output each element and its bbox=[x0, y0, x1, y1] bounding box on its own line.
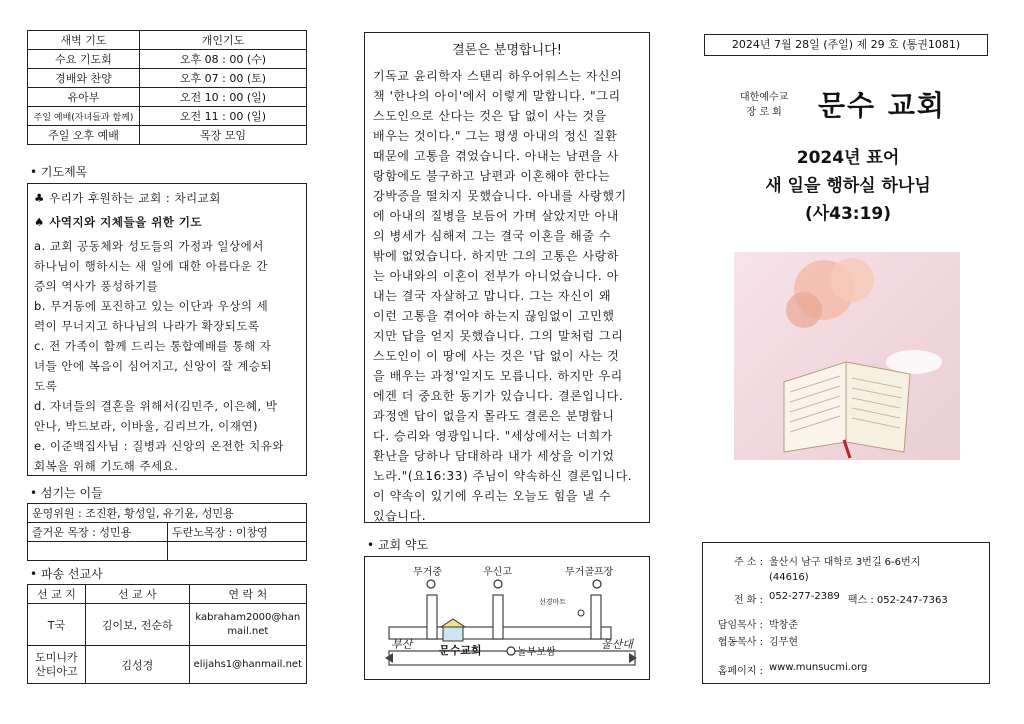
direction-right: 울산대 bbox=[601, 638, 633, 651]
essay-line: 이 약속이 있기에 우리는 오늘도 힘을 낼 수 bbox=[373, 489, 612, 503]
leader-1: 즐거운 목장 : 성민용 bbox=[28, 523, 168, 542]
essay-line: 을 배우는 과정'일지도 모릅니다. 하지만 우리 bbox=[373, 369, 623, 383]
essay-line: 다. 승리와 영광입니다. "세상에서는 너희가 bbox=[373, 429, 613, 443]
schedule-time: 오전 11 : 00 (일) bbox=[140, 107, 307, 126]
prayer-line: b. 무거동에 포진하고 있는 이단과 우상의 세 bbox=[34, 299, 269, 313]
prayer-line: 력이 무너지고 하나님의 나라가 확장되도록 bbox=[34, 319, 260, 333]
prayer-box bbox=[27, 183, 307, 476]
homepage-label: 홈페이지 : bbox=[717, 666, 763, 677]
mission-field: 도미니카 산티아고 bbox=[28, 646, 86, 684]
essay-line: 의 병세가 심해져 그는 결국 이혼을 해줄 수 bbox=[373, 229, 612, 243]
landmark-label: 선경마트 bbox=[539, 598, 567, 606]
essay-line: 밖에 없었습니다. 하지만 그의 고통은 사랑하 bbox=[373, 249, 619, 263]
prayer-line: 하나님이 행하시는 새 일에 대한 아름다운 간 bbox=[34, 259, 268, 273]
empty-cell bbox=[168, 542, 307, 561]
mission-header: 선 교 지 bbox=[28, 585, 86, 604]
assoc-pastor-label: 협동목사 : bbox=[717, 637, 763, 648]
prayer-line: 안나, 박드보라, 이바울, 김리브가, 이재연) bbox=[34, 419, 258, 433]
pastor-name: 박창준 bbox=[769, 620, 798, 631]
motto-text: 새 일을 행하실 하나님 bbox=[765, 176, 931, 196]
mission-header: 연 락 처 bbox=[189, 585, 306, 604]
essay-line: 기독교 윤리학자 스탠리 하우어워스는 자신의 bbox=[373, 69, 623, 83]
missionary-contact: elijahs1@hanmail.net bbox=[189, 646, 306, 684]
church-name: 문수 교회 bbox=[818, 89, 946, 122]
denomination bbox=[740, 90, 788, 120]
motto-block bbox=[720, 144, 976, 228]
church-info-box bbox=[702, 542, 990, 684]
landmark-label: 놀부보쌈 bbox=[517, 647, 556, 658]
prayer-heading: ♠ 사역지와 지체들을 위한 기도 bbox=[34, 215, 203, 229]
schedule-time: 오후 08 : 00 (수) bbox=[140, 50, 307, 69]
essay-line: 스도인으로 산다는 것은 답 없이 사는 것을 bbox=[373, 109, 607, 123]
schedule-label: 유아부 bbox=[28, 88, 140, 107]
schedule-label: 수요 기도회 bbox=[28, 50, 140, 69]
schedule-time: 목장 모임 bbox=[140, 126, 307, 145]
essay-line: 강박증을 떨치지 못했습니다. 아내를 사랑했기 bbox=[373, 189, 627, 203]
essay-line: 환난을 당하나 담대하라 내가 세상을 이기었 bbox=[373, 449, 615, 463]
prayer-line: d. 자녀들의 결혼을 위해서(김민주, 이은혜, 박 bbox=[34, 399, 278, 413]
leader-2: 두란노목장 : 이창영 bbox=[168, 523, 307, 542]
mission-header: 선 교 사 bbox=[85, 585, 189, 604]
supported-church: ♣ 우리가 후원하는 교회 : 차리교회 bbox=[34, 191, 221, 205]
motto-verse: (사43:19) bbox=[804, 204, 892, 224]
bible-image bbox=[734, 252, 960, 460]
schedule-label: 주일 예배(자녀들과 함께) bbox=[28, 107, 140, 126]
schedule-label: 주일 오후 예배 bbox=[28, 126, 140, 145]
empty-cell bbox=[28, 542, 168, 561]
essay-line: 랑함에도 불구하고 남편과 이혼해야 한다는 bbox=[373, 169, 611, 183]
postal-code: (44616) bbox=[769, 572, 809, 583]
schedule-time: 오전 10 : 00 (일) bbox=[140, 88, 307, 107]
landmark-marker bbox=[578, 610, 584, 616]
direction-left: 부산 bbox=[391, 638, 413, 651]
essay-line: 배우는 것이다." 그는 평생 아내의 정신 질환 bbox=[373, 129, 618, 143]
missionary-contact: kabraham2000@hanmail.net bbox=[189, 604, 306, 646]
assoc-pastor-name: 김무현 bbox=[769, 637, 798, 648]
prayer-line: a. 교회 공동체와 성도들의 가정과 일상에서 bbox=[34, 239, 264, 253]
essay-line: 과정엔 답이 없을지 몰라도 결론은 분명합니 bbox=[373, 409, 615, 423]
missionaries-section-title: • 파송 선교사 bbox=[30, 567, 103, 581]
date-issue-box: 2024년 7월 28일 (주일) 제 29 호 (통권1081) bbox=[704, 34, 988, 56]
essay-line: 있습니다. bbox=[373, 509, 427, 523]
address-label: 주 소 : bbox=[733, 557, 763, 568]
mission-field: T국 bbox=[28, 604, 86, 646]
schedule-table bbox=[27, 30, 307, 145]
prayer-line: c. 전 가족이 함께 드리는 통합예배를 통해 자 bbox=[34, 339, 272, 353]
prayer-line: 증의 역사가 풍성하기를 bbox=[34, 279, 159, 293]
missionaries-table bbox=[27, 584, 307, 684]
committee-row: 운영위원 : 조진환, 황성일, 유기윤, 성민용 bbox=[28, 504, 307, 523]
schedule-time: 오후 07 : 00 (토) bbox=[140, 69, 307, 88]
fax-value: 팩스 : 052-247-7363 bbox=[847, 595, 948, 606]
missionary-name: 김이보, 전순하 bbox=[85, 604, 189, 646]
landmark-marker bbox=[593, 580, 601, 588]
essay-line: 는 아내와의 이혼이 전부가 아니었습니다. 아 bbox=[373, 269, 619, 283]
denomination-line-2: 장 로 회 bbox=[746, 107, 782, 118]
essay-line: 에겐 더 중요한 동기가 있습니다. 결론입니다. bbox=[373, 389, 624, 403]
prayer-line: 녀들 안에 복음이 심어지고, 신앙이 잘 계승되 bbox=[34, 359, 273, 373]
church-map bbox=[364, 556, 650, 680]
essay-line: 이런 고통을 겪어야 하는지 끊임없이 고민했 bbox=[373, 309, 615, 323]
pastor-label: 담임목사 : bbox=[717, 620, 763, 631]
essay-line: 노라."(요16:33) 주님이 약속하신 결론입니다. bbox=[373, 469, 633, 483]
essay-line: 때문에 고통을 겪었습니다. 아내는 남편을 사 bbox=[373, 149, 619, 163]
phone-value: 052-277-2389 bbox=[769, 591, 840, 602]
homepage-url[interactable]: www.munsucmi.org bbox=[769, 662, 868, 673]
essay-line: 스도인이 이 땅에 사는 것은 '답 없이 사는 것 bbox=[373, 349, 620, 363]
schedule-header-2: 개인기도 bbox=[140, 31, 307, 50]
map-section-title: • 교회 약도 bbox=[367, 538, 429, 552]
essay-line: 에 아내의 질병을 보듬어 가며 살았지만 아내 bbox=[373, 209, 619, 223]
landmark-marker bbox=[507, 647, 515, 655]
address-value: 울산시 남구 대학로 3번길 6-6번지 bbox=[769, 557, 921, 568]
motto-year: 2024년 표어 bbox=[796, 148, 900, 168]
schedule-label: 경배와 찬양 bbox=[28, 69, 140, 88]
prayer-line: e. 이준백집사님 : 질병과 신앙의 온전한 치유와 bbox=[34, 439, 284, 453]
denomination-line-1: 대한예수교 bbox=[740, 92, 789, 103]
landmark-label: 우신고 bbox=[483, 567, 512, 578]
church-label: 문수교회 bbox=[439, 644, 482, 657]
landmark-label: 무거골프장 bbox=[565, 567, 614, 578]
landmark-label: 무거중 bbox=[413, 567, 442, 578]
bible-illustration bbox=[734, 252, 960, 460]
landmark-marker bbox=[494, 580, 502, 588]
essay-line: 책 '한나의 아이'에서 이렇게 말합니다. "그리 bbox=[373, 89, 621, 103]
prayer-section-title: • 기도제목 bbox=[30, 165, 88, 179]
prayer-line: 회복을 위해 기도해 주세요. bbox=[34, 459, 179, 473]
missionary-name: 김성경 bbox=[85, 646, 189, 684]
essay-line: 지만 답을 얻지 못했습니다. 그의 말처럼 그리 bbox=[373, 329, 624, 343]
servers-table bbox=[27, 503, 307, 561]
landmark-marker bbox=[427, 580, 435, 588]
essay-title: 결론은 분명합니다! bbox=[452, 43, 562, 58]
essay-line: 내는 결국 자살하고 맙니다. 그는 자신이 왜 bbox=[373, 289, 612, 303]
servers-section-title: • 섬기는 이들 bbox=[30, 486, 103, 500]
phone-label: 전 화 : bbox=[733, 595, 763, 606]
prayer-line: 도록 bbox=[34, 379, 58, 393]
essay-box bbox=[364, 32, 650, 523]
schedule-header-1: 새벽 기도 bbox=[28, 31, 140, 50]
